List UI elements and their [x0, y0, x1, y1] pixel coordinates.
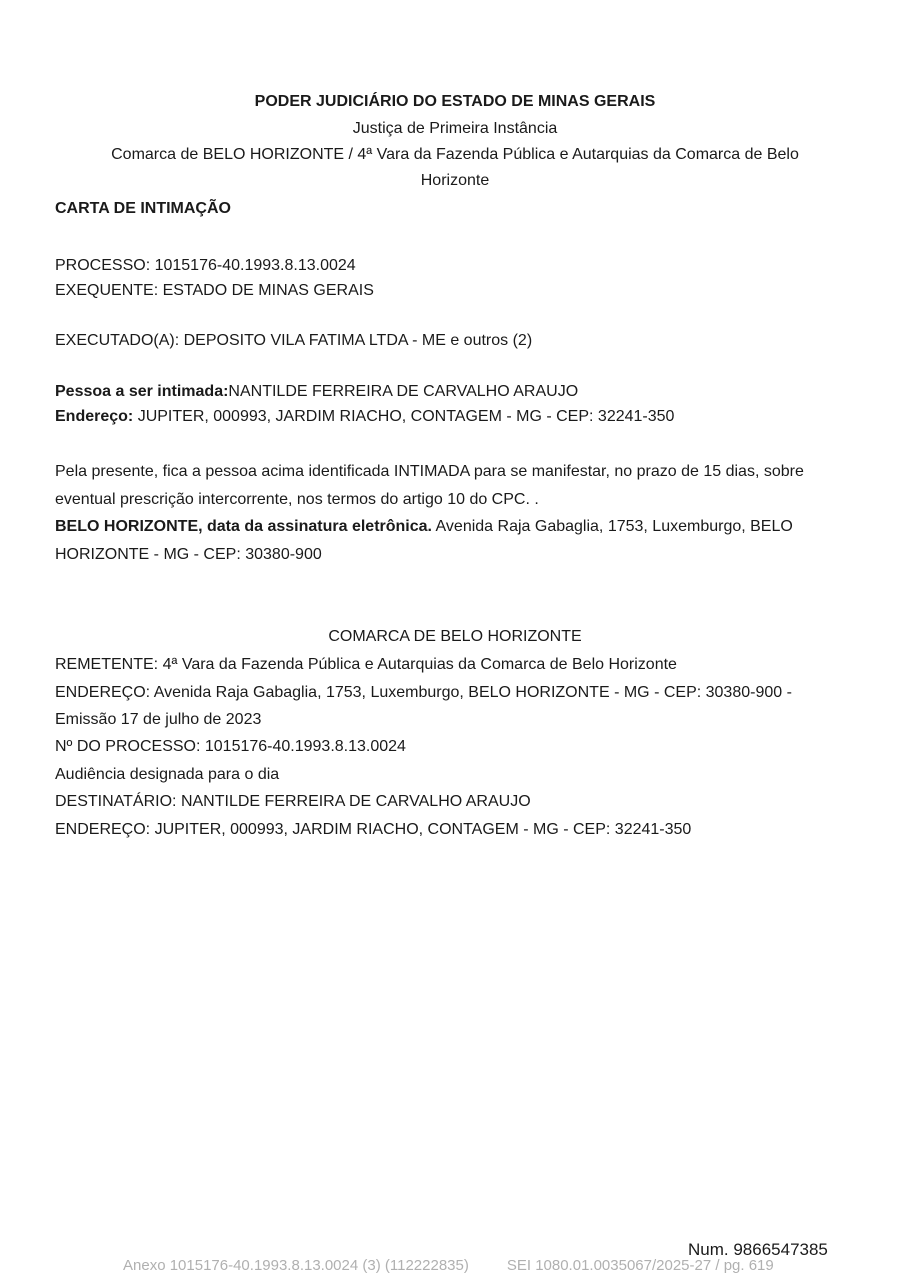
- body-line-2: eventual prescrição intercorrente, nos termos do artigo 10 do CPC. .: [55, 491, 539, 508]
- destinatario-endereco-line: ENDEREÇO: JUPITER, 000993, JARDIM RIACHO, CONTAGEM - MG - CEP: 32241-350: [55, 821, 692, 838]
- numero-processo-line: Nº DO PROCESSO: 1015176-40.1993.8.13.0024: [55, 738, 406, 755]
- sei-page-stamp: SEI 1080.01.0035067/2025-27 / pg. 619: [506, 1257, 774, 1274]
- signature-bold: BELO HORIZONTE, data da assinatura eletrônica.: [55, 518, 432, 535]
- comarca-line-1: Comarca de BELO HORIZONTE / 4ª Vara da Fazenda Pública e Autarquias da Comarca de Belo: [111, 146, 799, 163]
- court-subtitle: Justiça de Primeira Instância: [352, 120, 558, 137]
- body-line-1: Pela presente, fica a pessoa acima identificada INTIMADA para se manifestar, no prazo de 15 dias, sobre: [55, 463, 804, 480]
- letter-title: CARTA DE INTIMAÇÃO: [55, 200, 231, 217]
- document-number: Num. 9866547385: [688, 1240, 828, 1259]
- comarca-line-2: Horizonte: [420, 172, 490, 189]
- audiencia-line: Audiência designada para o dia: [55, 766, 280, 783]
- remetente-endereco-line: ENDEREÇO: Avenida Raja Gabaglia, 1753, Luxemburgo, BELO HORIZONTE - MG - CEP: 30380-900 -: [55, 684, 792, 701]
- sei-stamp: [123, 1257, 774, 1274]
- remetente-line: REMETENTE: 4ª Vara da Fazenda Pública e Autarquias da Comarca de Belo Horizonte: [55, 656, 677, 673]
- anexo-stamp: Anexo 1015176-40.1993.8.13.0024 (3) (112222835): [123, 1257, 469, 1274]
- destinatario-line: DESTINATÁRIO: NANTILDE FERREIRA DE CARVALHO ARAUJO: [55, 793, 531, 810]
- signature-line-2: HORIZONTE - MG - CEP: 30380-900: [55, 546, 322, 563]
- endereco-label: Endereço:: [55, 408, 134, 425]
- emissao-line: Emissão 17 de julho de 2023: [55, 711, 262, 728]
- pessoa-value: NANTILDE FERREIRA DE CARVALHO ARAUJO: [228, 383, 579, 400]
- signature-line: [55, 518, 855, 536]
- court-title: PODER JUDICIÁRIO DO ESTADO DE MINAS GERAIS: [254, 93, 656, 110]
- exequente-line: EXEQUENTE: ESTADO DE MINAS GERAIS: [55, 282, 374, 299]
- executado-line: EXECUTADO(A): DEPOSITO VILA FATIMA LTDA - ME e outros (2): [55, 332, 533, 349]
- signature-address: Avenida Raja Gabaglia, 1753, Luxemburgo, BELO: [431, 518, 793, 535]
- endereco-line: [55, 408, 855, 426]
- pessoa-line: [55, 383, 855, 401]
- envelope-title: COMARCA DE BELO HORIZONTE: [328, 628, 582, 645]
- pessoa-label: Pessoa a ser intimada:: [55, 383, 229, 400]
- processo-line: PROCESSO: 1015176-40.1993.8.13.0024: [55, 257, 356, 274]
- endereco-value: JUPITER, 000993, JARDIM RIACHO, CONTAGEM - MG - CEP: 32241-350: [133, 408, 675, 425]
